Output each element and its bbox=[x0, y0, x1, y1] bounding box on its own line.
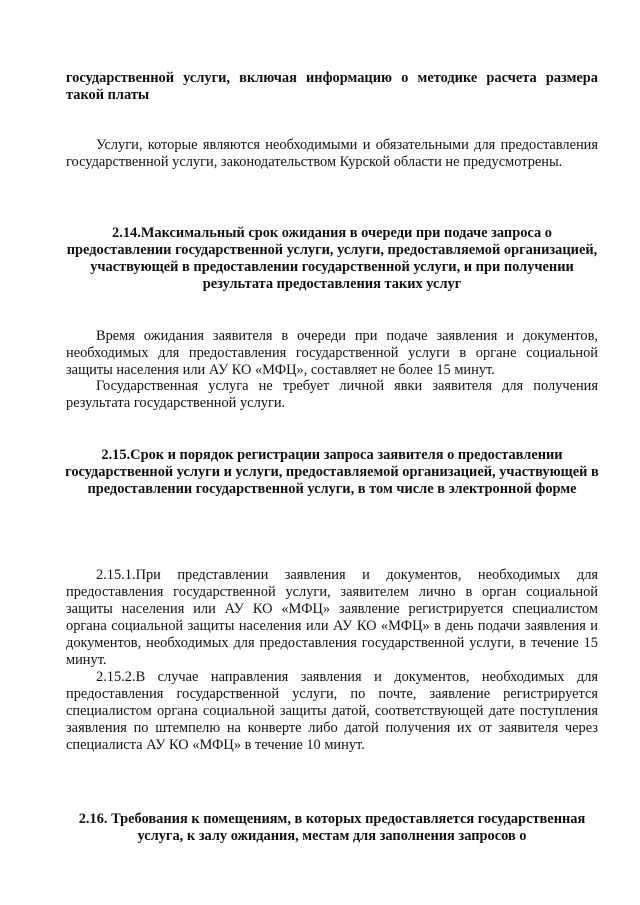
heading-2-14: 2.14.Максимальный срок ожидания в очереди при подаче запроса о предоставлении государственной услуги, услуги, предоставляемой организацией, участвующей в предоставлении государственной услуги, и при получении результата предоставления таких услуг bbox=[66, 225, 598, 292]
paragraph-2-15-2: 2.15.2.В случае направления заявления и документов, необходимых для предоставления государственной услуги, по почте, заявление регистрируется специалистом органа социальной защиты датой, соответствующей дате поступления заявления по штемпелю на конверте либо датой получения их от заявителя через специалиста АУ КО «МФЦ» в течение 10 минут. bbox=[66, 669, 598, 753]
section-heading-continuation: государственной услуги, включая информацию о методике расчета размера такой платы bbox=[66, 70, 598, 103]
paragraph-2-15-1: 2.15.1.При представлении заявления и документов, необходимых для предоставления государственной услуги, заявителем лично в орган социальной защиты населения или АУ КО «МФЦ» заявление регистрируется специалистом органа социальной защиты населения или АУ КО «МФЦ» в день подачи заявления и документов, необходимых для предоставления государственной услуги, в течение 15 минут. bbox=[66, 567, 598, 668]
paragraph-waiting-time: Время ожидания заявителя в очереди при подаче заявления и документов, необходимых для предоставления государственной услуги в органе социальной защиты населения или АУ КО «МФЦ», составляет не более 15 минут. bbox=[66, 328, 598, 378]
paragraph-required-services: Услуги, которые являются необходимыми и обязательными для предоставления государственной услуги, законодательством Курской области не предусмотрены. bbox=[66, 137, 598, 170]
paragraph-no-personal-visit: Государственная услуга не требует личной явки заявителя для получения результата государственной услуги. bbox=[66, 378, 598, 411]
heading-2-16: 2.16. Требования к помещениям, в которых предоставляется государственная услуга, к залу ожидания, местам для заполнения запросов о bbox=[78, 811, 586, 844]
heading-2-15: 2.15.Срок и порядок регистрации запроса заявителя о предоставлении государственной услуги и услуги, предоставляемой организацией, участвующей в предоставлении государственной услуги, в том числе в электронной форме bbox=[65, 447, 599, 497]
